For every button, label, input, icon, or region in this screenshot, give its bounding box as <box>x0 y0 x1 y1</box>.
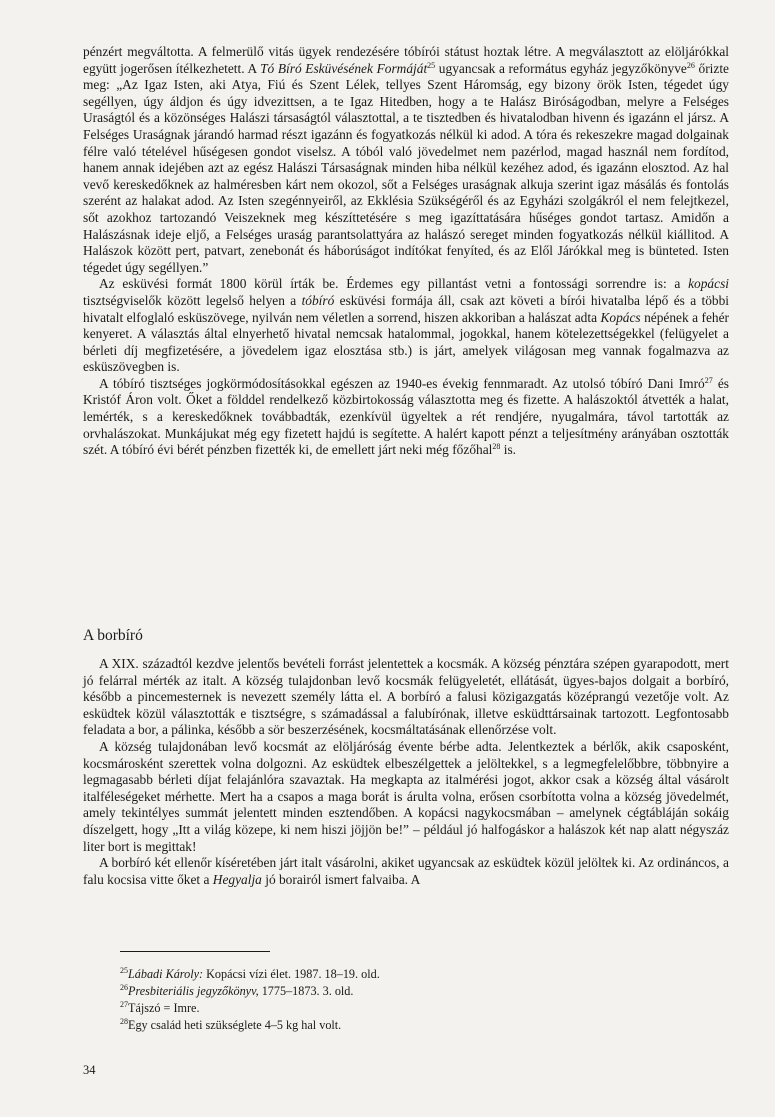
text-run: népének a fehér kenyeret. A választás által elnyerhető hivatal nemcsak hatalommal, jogokkal, hanem kötelezettségekkel (felügyelet a bérleti díj megfizetésére, a jövedelem igaz elosztása stb.) is járt, amelyek világosan meg vannak fogalmazva az esküszövegben is. <box>83 309 729 375</box>
footnote-ref-25[interactable]: 25 <box>427 60 436 70</box>
footnote-ref-26[interactable]: 26 <box>686 60 695 70</box>
footnote-28 <box>120 1017 620 1034</box>
text-run: őrizte meg: „Az Igaz Isten, aki Atya, Fiú és Szent Lélek, tellyes Szent Háromság, egy bizony örök Isten, tégedet úgy segéllyen, úgy áldjon és úgy idvezittsen, a te Igaz Hitedben, hogy a te Halász Biróságodban, melyre a Felséges Uraságtól és a közönséges Halászi társaságtól választottal, a te tisztedben és hivatalodban hivenn és igazánn el jársz. A Felséges Uraságnak járandó harmad részt igazánn és fogyatkozás nélkül ki adod. A tóra és rekeszekre magad dolgainak félre való tételével hűségesen gondot viselsz. A tóból való jövedelmet nem pazérlod, magad használ nem fordítod, hanem annak idejében azt az egész Halászi Társaságnak minden hiba nélkül kezéhez adod, és igazánn elosztod. Az hal vevő kereskedőknek az halméresben kárt nem okozol, sőt a Felséges uraságnak alkuja szerint igaz másálás és fontolás szerént az halakat adod. Az Isten szegénnyeiről, az Ekklésia Szükségéről és az Egyházi szolgákról el nem felejtkezel, sőt azokhoz tartozandó Veiszeknek meg készíttetésére s meg igazíttatására hűséges gondot tartasz. Amidőn a Halászásnak ideje eljő, a Felséges uraság parantsolattyára az halászó sereget minden fogyatkozás nélkül kiállitod. A Halászok között pert, patvart, zenebonát és háborúságot indítókat fenyíted, és az Elől Járókkal meg is bünteted. Isten tégedet úgy segéllyen.” <box>83 60 729 275</box>
footnote-number: 28 <box>120 1017 128 1026</box>
footnote-text: Egy család heti szükséglete 4–5 kg hal volt. <box>128 1018 342 1032</box>
text-run: jó borairól ismert falvaiba. A <box>261 871 421 887</box>
main-text-top <box>83 44 729 459</box>
italic-word: tóbíró <box>301 292 335 308</box>
footnote-27 <box>120 1000 620 1017</box>
page-number: 34 <box>83 1063 96 1077</box>
footnote-text: Kopácsi vízi élet. 1987. 18–19. old. <box>203 967 380 981</box>
footnote-number: 27 <box>120 1000 128 1009</box>
text-run: ugyancsak a református egyház jegyzőkönyve <box>435 60 687 76</box>
footnote-divider <box>120 951 270 952</box>
footnote-source: Presbiteriális jegyzőkönyv, <box>128 984 259 998</box>
text-run: A tóbíró tisztséges jogkörmódosításokkal egészen az 1940-es évekig fennmaradt. Az utolsó tóbíró Dani Imró <box>99 375 705 391</box>
paragraph-tobiro <box>83 376 729 459</box>
italic-word: Hegyalja <box>212 871 262 887</box>
text-run: pénzért megváltotta. A felmerülő vitás ügyek rendezésére tóbírói státust hoztak létre. A megválasztott az elöljárókkal együtt jogerősen ítélkezhetett. A <box>83 44 729 76</box>
text-run: Az esküvési formát 1800 körül írták be. Érdemes egy pillantást vetni a fontossági sorrendre is: a <box>99 276 689 292</box>
paragraph-oath <box>83 44 729 276</box>
text-run: esküvési formája áll, csak azt követi a bírói hivatalba lépő és a többi hivatalt elfoglaló esküszövege, nyilván nem véletlen a sorrend, hiszen akkoriban a halászat adta <box>83 292 729 325</box>
footnotes <box>120 966 620 1034</box>
footnote-25 <box>120 966 620 983</box>
paragraph-kocsma: A XIX. századtól kezdve jelentős bevételi forrást jelentettek a kocsmák. A község pénztára szépen gyarapodott, mert jó felárral mérték az italt. A község tulajdonban levő kocsmák felügyeletét, ellátását, ügyes-bajos dolgait a borbíró, később a pincemesternek is nevezett személy látta el. A borbíró a falusi közigazgatás középrangú vezetője volt. Az esküdtek közül választották e tisztségre, s számadással a falubírónak, illetve esküdttársainak tartozott. Legfontosabb feladata a bor, a pálinka, később a sör beszerzésének, kocsmáltatásának ellenőrzése volt. <box>83 656 729 738</box>
text-run: A borbíró két ellenőr kíséretében járt italt vásárolni, akiket ugyancsak az esküdtek közül jelöltek ki. Az ordináncos, a falu kocsisa vitte őket a <box>83 855 729 887</box>
footnote-text: 1775–1873. 3. old. <box>258 984 354 998</box>
footnote-26 <box>120 983 620 1000</box>
italic-title: Tó Bíró Esküvésének Formáját <box>260 60 428 76</box>
paragraph-order <box>83 276 729 376</box>
text-run: is. <box>500 442 517 458</box>
section-heading: A borbíró <box>83 627 143 644</box>
text-run: tisztségviselők között legelső helyen a <box>83 292 302 308</box>
footnote-ref-27[interactable]: 27 <box>704 375 713 385</box>
main-text-section <box>83 656 729 888</box>
italic-word: kopácsi <box>688 276 729 292</box>
paragraph-berlok: A község tulajdonában levő kocsmát az elöljáróság évente bérbe adta. Jelentkeztek a bérlők, akik csaposként, kocsmárosként szerettek volna dolgozni. Az esküdtek elbeszélgettek a jelöltekkel, s a legmegfelelőbbre, többnyire a legmagasabb bérleti díjat felajánlóra szavaztak. Ha megkapta az italmérési jogot, akkor csak a község által vásárolt italféleségeket mérhette. Mert ha a csapos a maga borát is árulta volna, erősen csorbította volna a község jövedelmét, amely tekintélyes summát jelentett minden esztendőben. A kopácsi nagykocsmában – amelynek cégtábláján sokáig díszelgett, hogy „Itt a világ közepe, ki nem hiszi jöjjön be!” – például jó halfogáskor a halászok két nap alatt négyszáz liter bort is megittak! <box>83 738 729 854</box>
paragraph-vasarlas <box>83 855 729 888</box>
footnote-ref-28[interactable]: 28 <box>492 442 501 452</box>
italic-word: Kopács <box>600 309 641 325</box>
footnote-text: Tájszó = Imre. <box>128 1001 200 1015</box>
footnote-number: 26 <box>120 983 128 992</box>
text-run: és Kristóf Áron volt. Őket a földdel rendelkező közbirtokosság választotta meg és fizette. A halászoktól átvették a halat, lemérték, s a kereskedőknek továbbadták, ezenkívül ügyeltek a rét rendjére, nyugalmára, távol tartották az orvhalászokat. Munkájukat még egy fizetett hajdú is segítette. A halért kapott pénzt a teljesítmény arányában osztották szét. A tóbíró évi bérét pénzben fizették ki, de emellett járt neki még főzőhal <box>83 375 729 458</box>
footnote-number: 25 <box>120 966 128 975</box>
footnote-author: Lábadi Károly: <box>128 967 204 981</box>
